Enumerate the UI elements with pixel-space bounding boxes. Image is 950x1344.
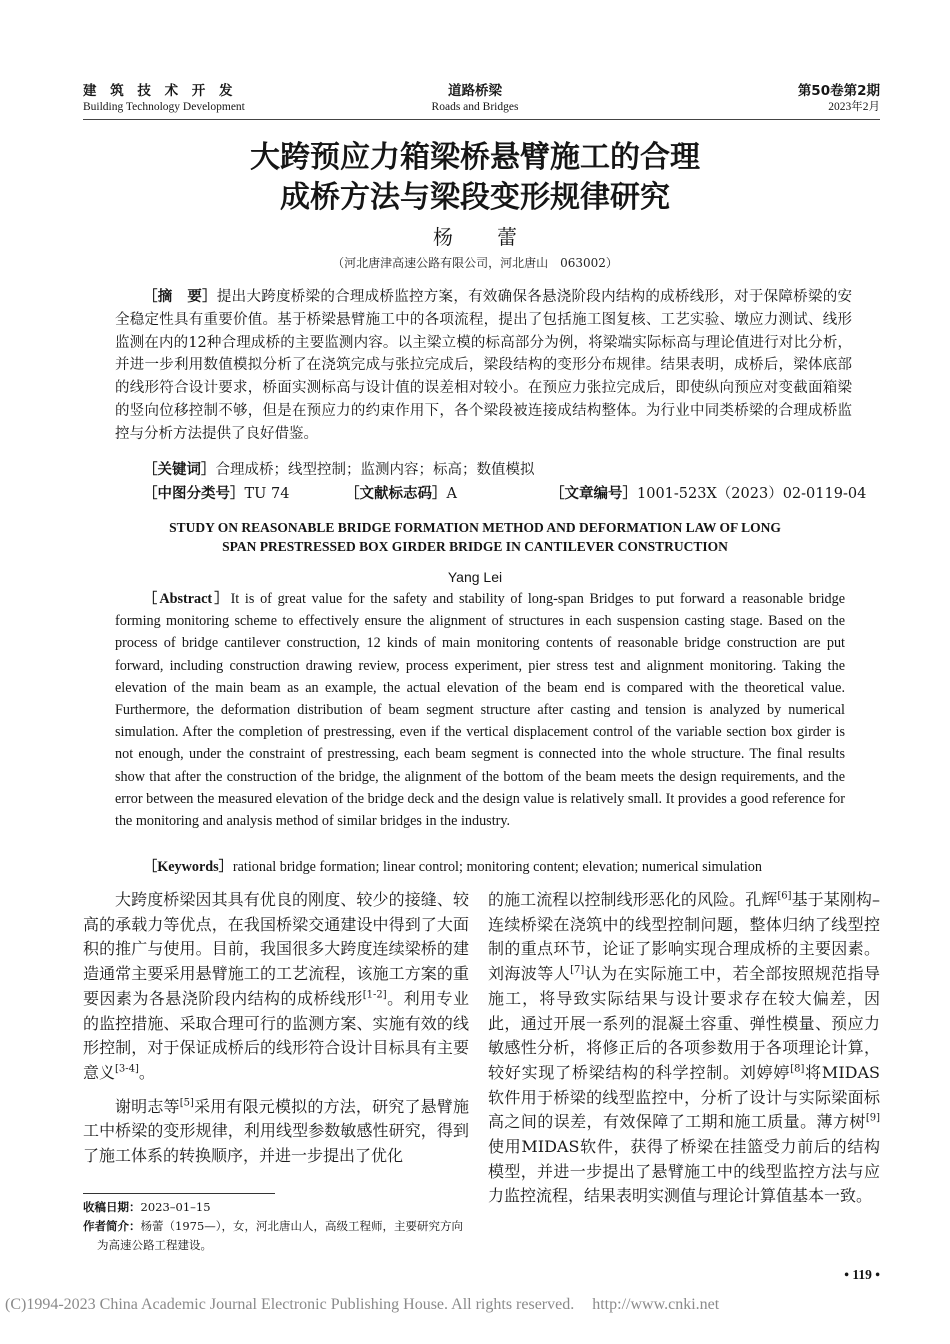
received-label: 收稿日期：: [83, 1200, 141, 1214]
clc-label: ［中图分类号］: [143, 485, 245, 502]
abstract-cn-text: 提出大跨度桥梁的合理成桥监控方案，有效确保各悬浇阶段内结构的成桥线形，对于保障桥梁的安全稳定性具有重要价值。基于桥梁悬臂施工中的各项流程，提出了包括施工图复核、工艺实验、墩应力测试、线形监测在内的12种合理成桥的主要监测内容。以主梁立模的标高部分为例，将梁端实际标高与理论值进行对比分析，并进一步利用数值模拟分析了在浇筑完成与张拉完成后，梁段结构的变形分布规律。结果表明，成桥后，梁体底部的线形符合设计要求，桥面实测标高与设计值的误差相对较小。在预应力张拉完成后，即使纵向预应对变截面箱梁的竖向位移控制不够，但是在预应力的约束作用下，各个梁段被连接成结构整体。为行业中同类桥梁的合理成桥监控与分析方法提供了良好借鉴。: [115, 289, 853, 442]
bio-label: 作者简介：: [83, 1219, 141, 1233]
bio-text: 杨蕾（1975—），女，河北唐山人，高级工程师，主要研究方向为高速公路工程建设。: [97, 1219, 464, 1252]
paper-title-en-line1: STUDY ON REASONABLE BRIDGE FORMATION METHOD AND DEFORMATION LAW OF LONG: [169, 520, 781, 535]
paper-title-en-line2: SPAN PRESTRESSED BOX GIRDER BRIDGE IN CANTILEVER CONSTRUCTION: [222, 539, 728, 554]
body-text: 。利用专业的监控措施、采取合理可行的监测方案、实施有效的线形控制，对于保证成桥后的线形符合设计目标具有主要意义: [83, 988, 469, 1082]
abstract-en-text: It is of great value for the safety and stability of long-span Bridges to put forward a reasonable bridge forming monitoring scheme to effectively ensure the alignment of structures in each suspension casting stage. Based on the process of bridge cantilever construction, 12 kinds of main monitoring contents of reasonable bridge construction are put forward, including construction drawing review, process experiment, pier stress test and alignment monitoring. Taking the elevation of the main beam as an example, the actual elevation of the beam end is compared with the theoretical value. Furthermore, the deformation distribution of beam segment structure after casting and tension is analyzed by numerical simulation. After the completion of prestressing, even if the vertical displacement control of the variable section box girder is not enough, under the constraint of prestressing, each beam segment is connected into the whole structure. The final results show that after the construction of the bridge, the alignment of the bottom of the beam meets the design requirements, and the error between the measured elevation of the bridge deck and the design value is relatively small. It provides a good reference for the monitoring and analysis method of similar bridges in the industry.: [115, 591, 845, 830]
abstract-cn-label: ［摘 要］: [143, 288, 217, 305]
clc-number: [143, 483, 289, 505]
article-id-label: ［文章编号］: [550, 485, 637, 502]
journal-name-cn: 建 筑 技 术 开 发: [83, 83, 237, 99]
body-right-column: [488, 888, 880, 1263]
document-code: [345, 483, 457, 505]
article-id: [550, 483, 866, 505]
keywords-en-text: rational bridge formation; linear control; monitoring content; elevation; numerical simulation: [232, 859, 762, 875]
keywords-cn-label: ［关键词］: [143, 461, 216, 478]
document-code-value: A: [446, 486, 457, 502]
abstract-cn: [115, 286, 852, 446]
article-id-value: 1001-523X（2023）02-0119-04: [637, 486, 867, 502]
body-text: 采用有限元模拟的方法，研究了悬臂施工中桥梁的变形规律，利用线型参数敏感性研究，得到了施工体系的转换顺序，并进一步提出了优化: [83, 1096, 469, 1166]
body-text: 认为在实际施工中，若全部按照规范指导施工，将导致实际结果与设计要求存在较大偏差，因此，通过开展一系列的混凝土容重、弹性模量、预应力敏感性分析，将修正后的各项参数用于各项理论计算，较好实现了桥梁结构的科学控制。刘婷婷: [488, 964, 880, 1082]
clc-value: TU 74: [244, 486, 290, 502]
body-text: 谢明志等: [115, 1096, 180, 1116]
body-text: 大跨度桥梁因其具有优良的刚度、较少的接缝、较高的承载力等优点，在我国桥梁交通建设中得到了大面积的推广与使用。目前，我国很多大跨度连续梁桥的建造通常主要采用悬臂施工的工艺流程，该施工方案的重要因素为各悬浇阶段内结构的成桥线形: [83, 890, 469, 1008]
citation-ref: [9]: [865, 1113, 880, 1124]
journal-name-en: Building Technology Development: [83, 101, 245, 113]
body-paragraph-1: [83, 888, 469, 1086]
copyright-footer: [5, 1295, 719, 1315]
body-paragraph-2: [83, 1095, 469, 1169]
page-number: • 119 •: [844, 1267, 880, 1282]
paper-title-cn-line2: 成桥方法与梁段变形规律研究: [280, 180, 670, 215]
author-name-cn: 杨 蕾: [433, 225, 529, 249]
citation-ref: [6]: [777, 890, 792, 902]
header-issue: [798, 82, 880, 114]
body-text: 的施工流程以控制线形恶化的风险。孔辉: [488, 890, 778, 909]
citation-ref: [5]: [179, 1097, 194, 1109]
received-date: 2023–01–15: [140, 1200, 211, 1214]
body-text: 基于某刚构–连续桥梁在浇筑中的线型控制问题，整体归纳了线型控制的重点环节，论证了影响实现合理成桥的主要因素。刘海波等人: [488, 890, 880, 984]
document-code-label: ［文献标志码］: [345, 485, 447, 502]
citation-ref: [7]: [570, 964, 585, 976]
copyright-text: (C)1994-2023 China Academic Journal Electronic Publishing House. All rights reserved.: [5, 1296, 575, 1313]
header-rule: [83, 119, 880, 120]
section-name-en: Roads and Bridges: [431, 101, 519, 113]
footnote-received: [83, 1198, 469, 1217]
paper-title-cn: [0, 138, 950, 218]
paper-title-en: [0, 518, 950, 556]
body-text: 。: [138, 1062, 155, 1082]
volume-issue: 第50卷第2期: [797, 83, 880, 99]
citation-ref: [3-4]: [115, 1063, 139, 1075]
author-name-en: Yang Lei: [447, 569, 503, 585]
paper-title-cn-line1: 大跨预应力箱梁桥悬臂施工的合理: [250, 140, 700, 175]
keywords-en-label: ［Keywords］: [143, 859, 233, 875]
body-text: 将MIDAS软件用于桥梁的线型监控中，分析了设计与实际梁面标高之间的误差，有效保障了工期和施工质量。薄方树: [488, 1062, 880, 1132]
citation-ref: [1-2]: [362, 989, 387, 1001]
abstract-en: [115, 588, 845, 832]
section-name-cn: 道路桥梁: [448, 83, 502, 99]
body-text: 使用MIDAS软件，获得了桥梁在挂篮受力前后的结构模型，并进一步提出了悬臂施工中的线型监控方法与应力监控流程，结果表明实测值与理论计算值基本一致。: [488, 1137, 880, 1206]
footnote-rule: [83, 1193, 275, 1194]
citation-ref: [8]: [790, 1063, 805, 1075]
keywords-en: [143, 856, 845, 878]
author-affiliation-cn: （河北唐津高速公路有限公司，河北唐山 063002）: [332, 256, 618, 270]
footnote-author-bio: [83, 1217, 469, 1255]
keywords-cn: [143, 459, 852, 481]
website-url: http://www.cnki.net: [592, 1296, 720, 1313]
abstract-en-label: ［Abstract］: [143, 591, 231, 607]
body-paragraph-2-continued: [488, 888, 880, 1209]
keywords-cn-text: 合理成桥；线型控制；监测内容；标高；数值模拟: [215, 462, 535, 478]
body-left-column: [83, 888, 469, 1180]
issue-date: 2023年2月: [828, 101, 880, 113]
